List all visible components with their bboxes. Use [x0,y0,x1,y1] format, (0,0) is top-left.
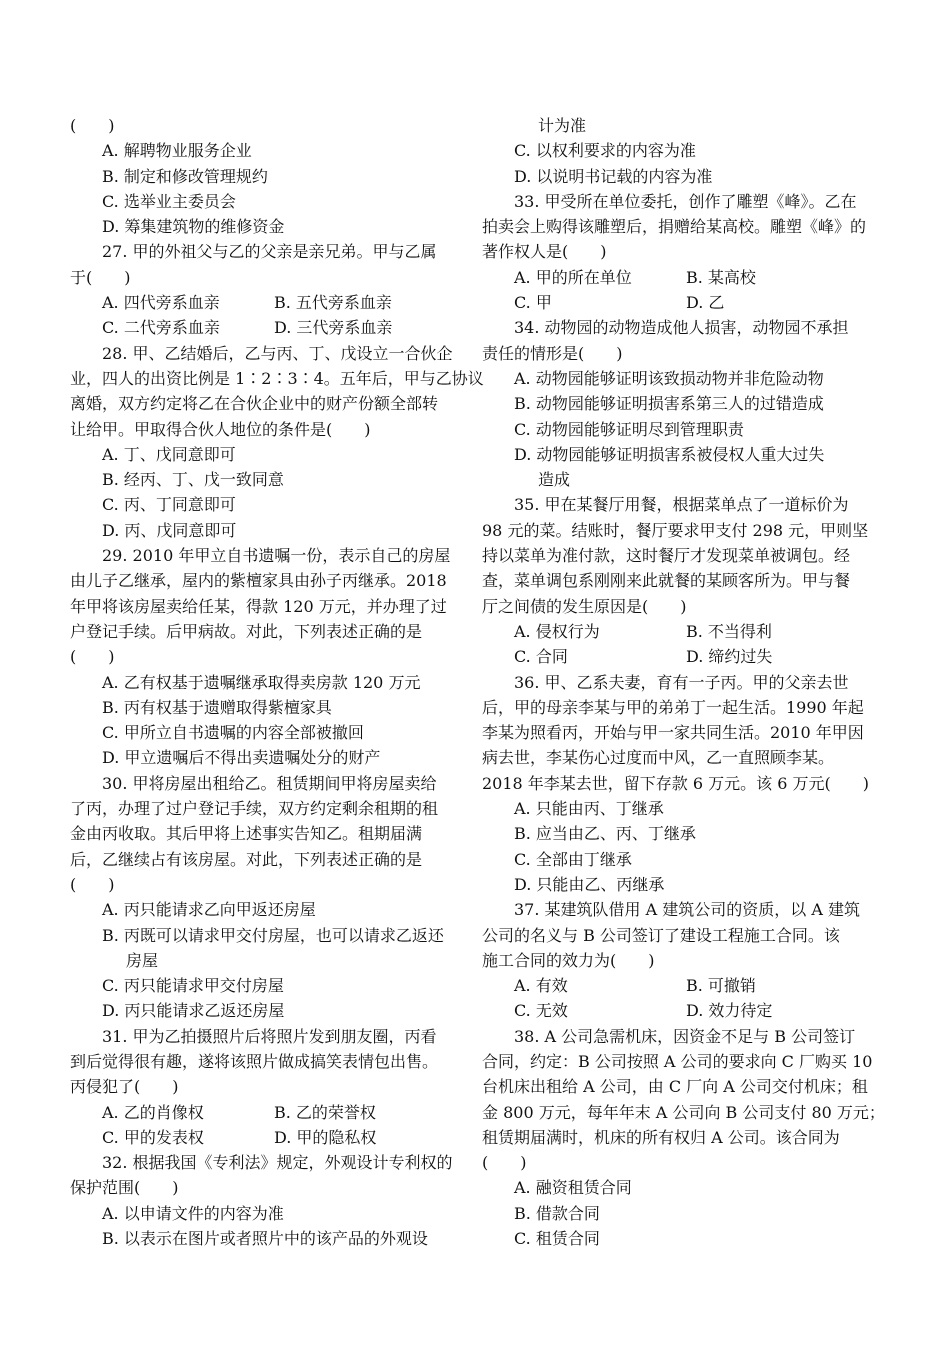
q29-option-b: B. 丙有权基于遗赠取得紫檀家具 [102,697,332,717]
q34-option-d-line-1: D. 动物园能够证明损害系被侵权人重大过失 [514,444,825,464]
q32-option-d: D. 以说明书记载的内容为准 [514,166,713,186]
q32-stem-line-2: 保护范围( ) [70,1178,179,1198]
q31-options-row-1 [70,1100,448,1125]
q31-option-b: B. 乙的荣誉权 [274,1102,376,1122]
q35-stem-line-1: 35. 甲在某餐厅用餐，根据菜单点了一道标价为 [514,495,849,515]
right-column [482,113,885,1251]
left-column [70,113,484,1251]
q35-stem-line-4: 查，菜单调包系刚刚来此就餐的某顾客所为。甲与餐 [482,571,851,591]
q33-option-b: B. 某高校 [686,267,756,287]
q36-option-c: C. 全部由丁继承 [514,849,632,869]
q32-option-b-line-1: B. 以表示在图片或者照片中的该产品的外观设 [102,1229,428,1249]
q37-stem-line-3: 施工合同的效力为( ) [482,950,655,970]
q34-option-b: B. 动物园能够证明损害系第三人的过错造成 [514,394,824,414]
q28-option-d: D. 丙、戊同意即可 [102,520,237,540]
q36-stem-line-1: 36. 甲、乙系夫妻，育有一子丙。甲的父亲去世 [514,672,849,692]
q27-option-d: D. 三代旁系血亲 [274,318,393,338]
q33-options-row-2 [482,290,860,315]
q37-stem-line-1: 37. 某建筑队借用 A 建筑公司的资质，以 A 建筑 [514,900,860,920]
q37-option-b: B. 可撤销 [686,976,756,996]
q33-option-c: C. 甲 [514,293,552,313]
q34-option-d-line-2: 造成 [538,470,571,490]
q37-stem-line-2: 公司的名义与 B 公司签订了建设工程施工合同。该 [482,925,840,945]
q35-stem-line-5: 厅之间债的发生原因是( ) [482,596,687,616]
q30-stem-line-4: 后，乙继续占有该房屋。对此，下列表述正确的是 [70,849,423,869]
q30-option-c: C. 丙只能请求甲交付房屋 [102,976,284,996]
q26-option-d: D. 筹集建筑物的维修资金 [102,217,285,237]
q27-stem-line-1: 27. 甲的外祖父与乙的父亲是亲兄弟。甲与乙属 [102,242,437,262]
q26-option-a: A. 解聘物业服务企业 [102,141,252,161]
q34-option-a: A. 动物园能够证明该致损动物并非危险动物 [514,368,824,388]
q34-option-c: C. 动物园能够证明尽到管理职责 [514,419,744,439]
q27-option-b: B. 五代旁系血亲 [274,293,392,313]
q31-stem-line-1: 31. 甲为乙拍摄照片后将照片发到朋友圈，丙看 [102,1026,437,1046]
q31-option-c: C. 甲的发表权 [102,1127,204,1147]
q28-stem-line-2: 业，四人的出资比例是 1∶2∶3∶4。五年后，甲与乙协议 [70,368,484,388]
q29-option-c: C. 甲所立自书遗嘱的内容全部被撤回 [102,723,364,743]
q38-option-c: C. 租赁合同 [514,1229,600,1249]
q38-stem-line-5: 租赁期届满时，机床的所有权归 A 公司。该合同为 [482,1127,840,1147]
q37-option-a: A. 有效 [514,976,568,996]
q28-stem-line-1: 28. 甲、乙结婚后，乙与丙、丁、戊设立一合伙企 [102,343,453,363]
q26-option-c: C. 选举业主委员会 [102,191,236,211]
q31-stem-line-3: 丙侵犯了( ) [70,1077,179,1097]
q29-stem-line-4: 户登记手续。后甲病故。对此，下列表述正确的是 [70,621,423,641]
q36-stem-line-3: 李某为照看丙，开始与甲一家共同生活。2010 年甲因 [482,723,864,743]
q34-stem-line-2: 责任的情形是( ) [482,343,623,363]
q33-stem-line-3: 著作权人是( ) [482,242,607,262]
q35-options-row-2 [482,644,860,669]
q36-option-a: A. 只能由丙、丁继承 [514,799,664,819]
q27-option-c: C. 二代旁系血亲 [102,318,220,338]
q29-stem-line-1: 29. 2010 年甲立自书遗嘱一份，表示自己的房屋 [102,546,451,566]
q35-option-a: A. 侵权行为 [514,621,600,641]
q30-stem-line-2: 了丙，办理了过户登记手续，双方约定剩余租期的租 [70,799,439,819]
q35-options-row-1 [482,619,860,644]
q32-stem-line-1: 32. 根据我国《专利法》规定，外观设计专利权的 [102,1153,453,1173]
q28-stem-line-3: 离婚，双方约定将乙在合伙企业中的财产份额全部转 [70,394,439,414]
q37-option-d: D. 效力待定 [686,1001,773,1021]
q35-option-d: D. 缔约过失 [686,647,773,667]
q35-stem-line-2: 98 元的菜。结账时，餐厅要求甲支付 298 元，甲则坚 [482,520,869,540]
q29-option-a: A. 乙有权基于遗嘱继承取得卖房款 120 万元 [102,672,421,692]
q35-option-b: B. 不当得利 [686,621,772,641]
q28-option-b: B. 经丙、丁、戊一致同意 [102,470,284,490]
q37-options-row-2 [482,998,860,1023]
q29-stem-line-3: 年甲将该房屋卖给任某，得款 120 万元，并办理了过 [70,596,447,616]
q30-stem-line-1: 30. 甲将房屋出租给乙。租赁期间甲将房屋卖给 [102,773,437,793]
q37-options-row-1 [482,973,860,998]
q36-stem-line-2: 后，甲的母亲李某与甲的弟弟丁一起生活。1990 年起 [482,697,864,717]
q31-option-d: D. 甲的隐私权 [274,1127,377,1147]
q27-options-row-2 [70,315,448,340]
q30-stem-line-3: 金由丙收取。其后甲将上述事实告知乙。租期届满 [70,824,423,844]
q26-option-b: B. 制定和修改管理规约 [102,166,268,186]
q29-stem-line-2: 由儿子乙继承，屋内的紫檀家具由孙子丙继承。2018 [70,571,447,591]
q38-stem-line-3: 台机床出租给 A 公司，由 C 厂向 A 公司交付机床；租 [482,1077,868,1097]
q30-option-a: A. 丙只能请求乙向甲返还房屋 [102,900,316,920]
q31-options-row-2 [70,1125,448,1150]
q36-stem-line-4: 病去世，李某伤心过度而中风，乙一直照顾李某。 [482,748,835,768]
q38-stem-line-6: ( ) [482,1153,527,1173]
q26-answer-blank: ( ) [70,116,115,135]
q27-options-row-1 [70,290,448,315]
q30-option-b-line-2: 房屋 [126,950,159,970]
q32-option-c: C. 以权利要求的内容为准 [514,141,696,161]
q30-stem-line-5: ( ) [70,874,115,894]
q29-option-d: D. 甲立遗嘱后不得出卖遗嘱处分的财产 [102,748,381,768]
q36-stem-line-5: 2018 年李某去世，留下存款 6 万元。该 6 万元( ) [482,773,869,793]
q33-options-row-1 [482,265,860,290]
q28-option-c: C. 丙、丁同意即可 [102,495,236,515]
q32-option-b-line-2: 计为准 [538,116,587,135]
q33-option-a: A. 甲的所在单位 [514,267,632,287]
q34-stem-line-1: 34. 动物园的动物造成他人损害，动物园不承担 [514,318,849,338]
q38-stem-line-1: 38. A 公司急需机床，因资金不足与 B 公司签订 [514,1026,856,1046]
q38-option-b: B. 借款合同 [514,1203,600,1223]
q30-option-b-line-1: B. 丙既可以请求甲交付房屋，也可以请求乙返还 [102,925,444,945]
q27-stem-line-2: 于( ) [70,267,131,287]
q38-stem-line-2: 合同，约定：B 公司按照 A 公司的要求向 C 厂购买 10 [482,1051,873,1071]
q33-stem-line-2: 拍卖会上购得该雕塑后，捐赠给某高校。雕塑《峰》的 [482,217,867,237]
q29-stem-line-5: ( ) [70,647,115,667]
q28-stem-line-4: 让给甲。甲取得合伙人地位的条件是( ) [70,419,371,439]
q38-option-a: A. 融资租赁合同 [514,1178,632,1198]
q27-option-a: A. 四代旁系血亲 [102,293,220,313]
q37-option-c: C. 无效 [514,1001,568,1021]
q38-stem-line-4: 金 800 万元，每年年末 A 公司向 B 公司支付 80 万元； [482,1102,885,1122]
q35-stem-line-3: 持以菜单为准付款，这时餐厅才发现菜单被调包。经 [482,546,851,566]
q33-stem-line-1: 33. 甲受所在单位委托，创作了雕塑《峰》。乙在 [514,191,857,211]
q33-option-d: D. 乙 [686,293,725,313]
q36-option-b: B. 应当由乙、丙、丁继承 [514,824,696,844]
q32-option-a: A. 以申请文件的内容为准 [102,1203,284,1223]
q28-option-a: A. 丁、戊同意即可 [102,444,236,464]
q31-stem-line-2: 到后觉得很有趣，遂将该照片做成搞笑表情包出售。 [70,1051,439,1071]
q31-option-a: A. 乙的肖像权 [102,1102,204,1122]
q36-option-d: D. 只能由乙、丙继承 [514,874,665,894]
q35-option-c: C. 合同 [514,647,568,667]
q30-option-d: D. 丙只能请求乙返还房屋 [102,1001,285,1021]
